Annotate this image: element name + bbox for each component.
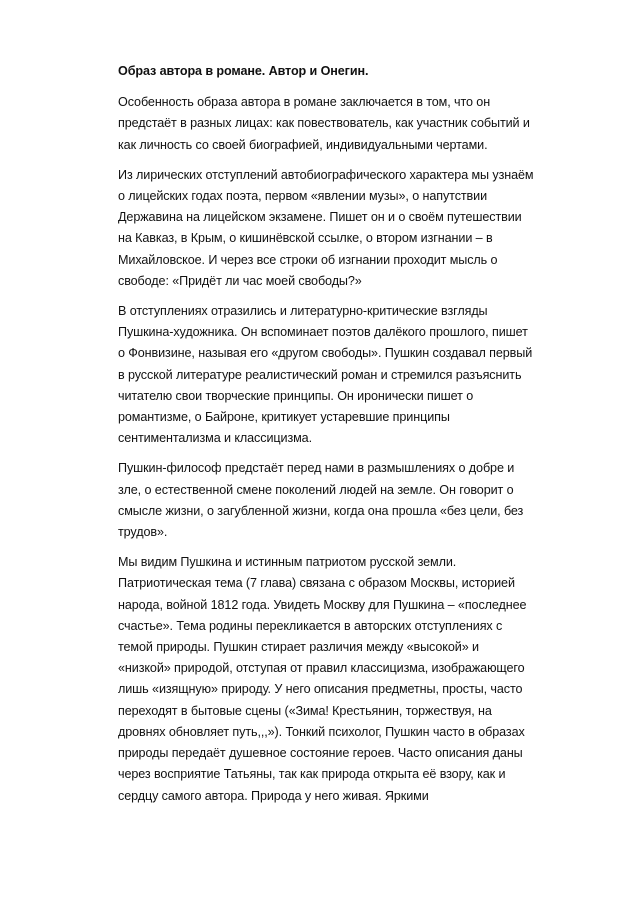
text-line: зле, о естественной смене поколений людей на земле. Он говорит о <box>118 482 514 497</box>
text-line: Пушкин-философ предстаёт перед нами в размышлениях о добре и <box>118 461 515 476</box>
text-line: Особенность образа автора в романе заключается в том, что он <box>118 95 491 110</box>
paragraph-4 <box>118 458 596 543</box>
text-line: переходят в бытовые сцены («Зима! Крестьянин, торжествуя, на <box>118 703 492 718</box>
text-line: через восприятие Татьяны, так как природа открыта её взору, как и <box>118 767 506 782</box>
text-line: смысле жизни, о загубленной жизни, когда она прошла «без цели, без <box>118 503 524 518</box>
text-line: Михайловское. И через все строки об изгнании проходит мысль о <box>118 252 498 267</box>
text-line: в русской литературе реалистический роман и стремился разъяснить <box>118 367 522 382</box>
paragraph-3 <box>118 301 596 449</box>
text-line: читателю свои творческие принципы. Он иронически пишет о <box>118 388 474 403</box>
text-line: романтизме, о Байроне, критикует устаревшие принципы <box>118 410 450 425</box>
text-line: В отступлениях отразились и литературно-критические взгляды <box>118 304 488 319</box>
paragraph-list <box>118 92 596 807</box>
document-body <box>118 61 596 816</box>
text-line: природы передаёт душевное состояние героев. Часто описания даны <box>118 746 523 761</box>
text-line: «низкой» природой, отступая от правил классицизма, изображающего <box>118 661 525 676</box>
text-line: Из лирических отступлений автобиографического характера мы узнаём <box>118 167 534 182</box>
text-line: Пушкина-художника. Он вспоминает поэтов далёкого прошлого, пишет <box>118 325 528 340</box>
paragraph-2 <box>118 165 596 292</box>
text-line: народа, войной 1812 года. Увидеть Москву для Пушкина – «последнее <box>118 597 527 612</box>
document-title: Образ автора в романе. Автор и Онегин. <box>118 64 369 78</box>
text-line: лишь «изящную» природу. У него описания предметны, просты, часто <box>118 682 523 697</box>
text-line: трудов». <box>118 525 168 540</box>
text-line: счастье». Тема родины перекликается в авторских отступлениях с <box>118 618 503 633</box>
text-line: Мы видим Пушкина и истинным патриотом русской земли. <box>118 555 457 570</box>
text-line: о Фонвизине, называя его «другом свободы». Пушкин создавал первый <box>118 346 533 361</box>
text-line: сентиментализма и классицизма. <box>118 431 312 446</box>
text-line: сердцу самого автора. Природа у него живая. Яркими <box>118 788 429 803</box>
text-line: как личность со своей биографией, индивидуальными чертами. <box>118 137 488 152</box>
text-line: свободе: «Придёт ли час моей свободы?» <box>118 273 362 288</box>
text-line: темой природы. Пушкин стирает различия между «высокой» и <box>118 640 479 655</box>
text-line: Державина на лицейском экзамене. Пишет он и о своём путешествии <box>118 210 522 225</box>
paragraph-1 <box>118 92 596 156</box>
text-line: на Кавказ, в Крым, о кишинёвской ссылке, о втором изгнании – в <box>118 231 493 246</box>
paragraph-5 <box>118 552 596 806</box>
text-line: о лицейских годах поэта, первом «явлении музы», о напутствии <box>118 189 488 204</box>
text-line: предстаёт в разных лицах: как повествователь, как участник событий и <box>118 116 530 131</box>
text-line: дровнях обновляет путь,,,»). Тонкий психолог, Пушкин часто в образах <box>118 724 525 739</box>
text-line: Патриотическая тема (7 глава) связана с образом Москвы, историей <box>118 576 515 591</box>
